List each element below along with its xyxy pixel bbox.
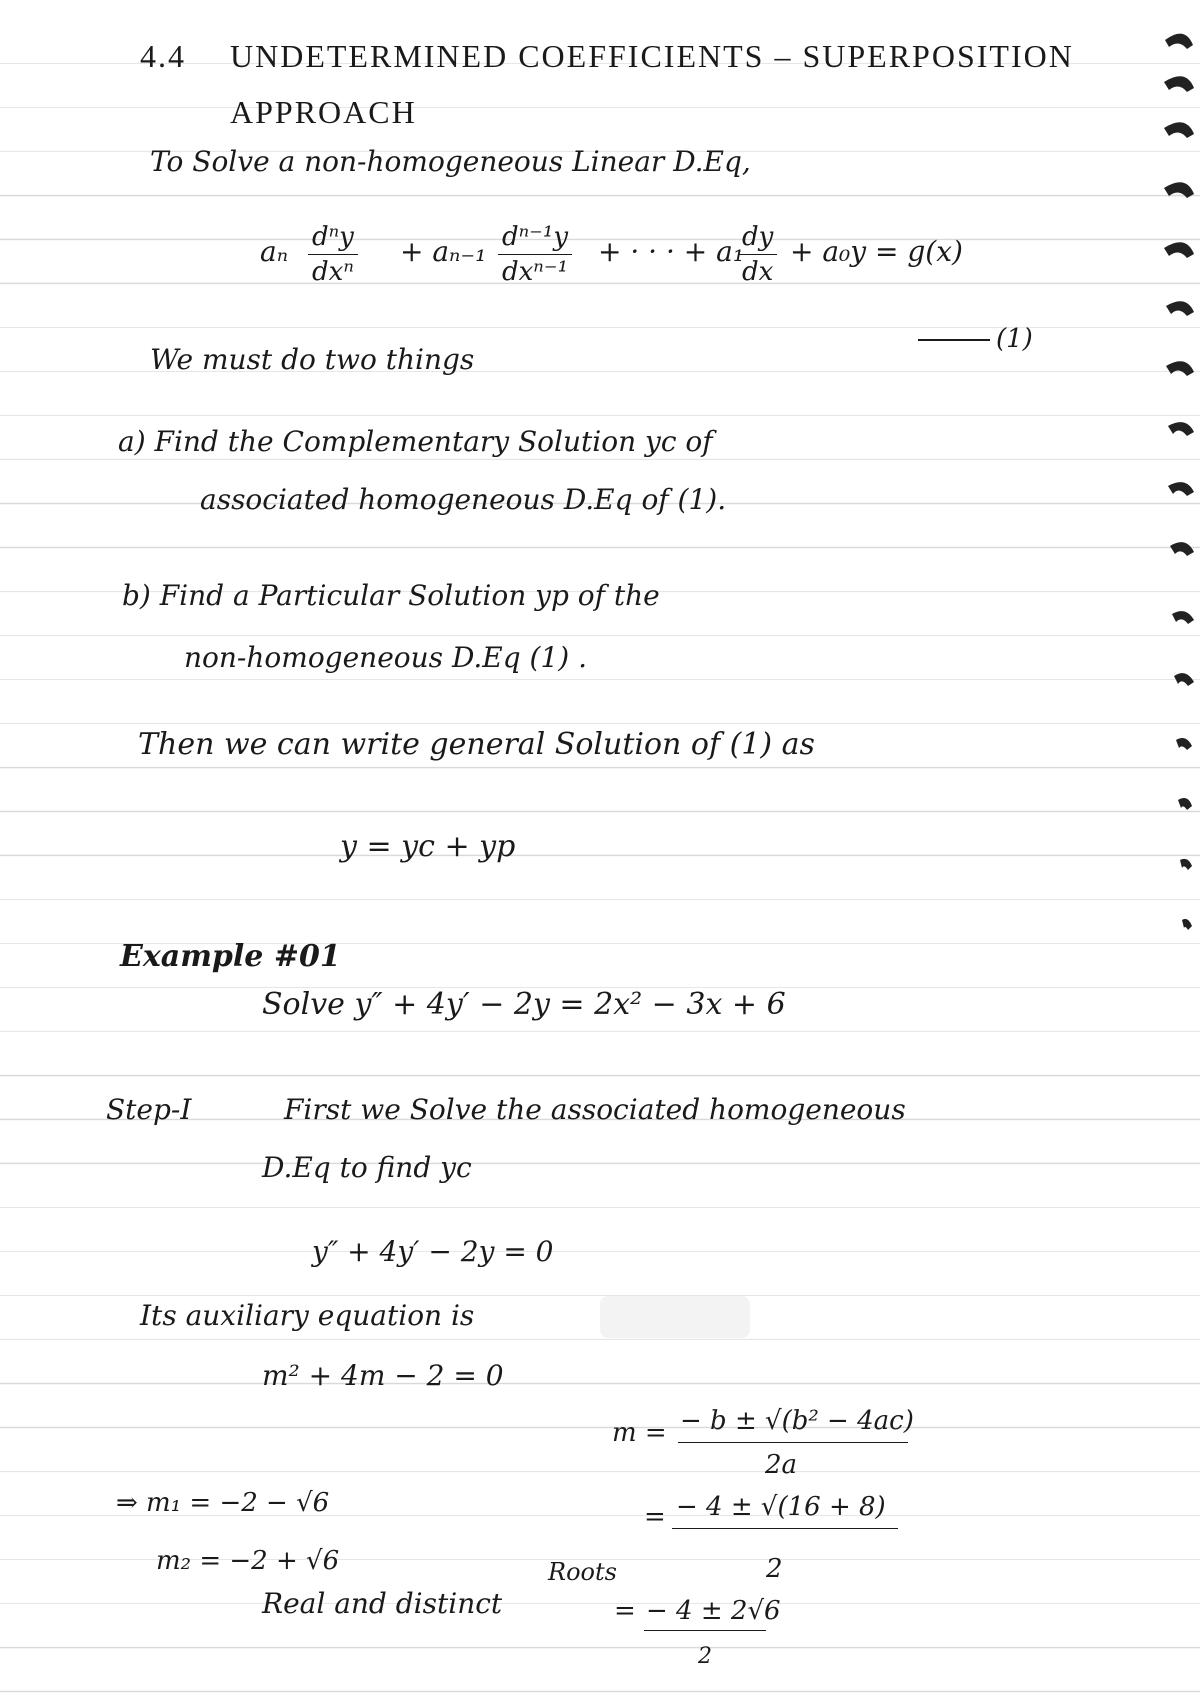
section-number: 4.4 <box>140 38 186 74</box>
quad-eq2: = <box>644 1502 666 1532</box>
roots-word: Roots <box>548 1558 617 1586</box>
eq1-frac2 <box>498 222 572 287</box>
eq1-frac2-den: dxⁿ⁻¹ <box>502 257 568 287</box>
eq1-frac3 <box>738 222 777 287</box>
eq1-frac1-den: dxⁿ <box>312 257 354 287</box>
example-problem: Solve y″ + 4y′ − 2y = 2x² − 3x + 6 <box>262 987 786 1022</box>
quad-den3: 2 <box>698 1644 712 1669</box>
eq1-frac3-num: dy <box>738 222 777 255</box>
step1-label: Step-I <box>106 1093 192 1126</box>
eraser-smudge <box>600 1296 750 1338</box>
spiral-binding <box>1080 0 1200 1698</box>
eq-label-dash <box>918 339 990 341</box>
quad-den1: 2a <box>765 1450 798 1480</box>
intro-line: To Solve a non-homogeneous Linear D.Eq, <box>150 145 751 178</box>
eq1-frac1 <box>308 222 358 287</box>
eq1-label: (1) <box>996 324 1033 354</box>
general-solution: y = yc + yp <box>340 829 516 864</box>
section-title-line2: APPROACH <box>230 94 417 130</box>
step-b-line2: non-homogeneous D.Eq (1) . <box>184 641 588 674</box>
roots-nature: Real and distinct <box>262 1587 503 1620</box>
quad-eq3: = <box>614 1596 636 1626</box>
quad-fraction-bar-3 <box>644 1630 766 1631</box>
eq1-plus1: + aₙ₋₁ <box>400 235 487 268</box>
two-things-line: We must do two things <box>150 343 475 376</box>
eq1-frac2-num: dⁿ⁻¹y <box>498 222 572 255</box>
step1-line1: First we Solve the associated homogeneous <box>284 1093 906 1126</box>
quad-den2: 2 <box>766 1554 783 1584</box>
quad-num1: − b ± √(b² − 4ac) <box>680 1406 914 1436</box>
eq1-frac3-den: dx <box>742 257 774 287</box>
quad-num3: − 4 ± 2√6 <box>646 1596 781 1626</box>
eq1-dots: + · · · + a₁ <box>598 235 745 268</box>
quad-num2: − 4 ± √(16 + 8) <box>676 1492 886 1522</box>
eq1-tail: + a₀y = g(x) <box>790 235 963 268</box>
eq1-frac1-num: dⁿy <box>308 222 358 255</box>
aux-equation: m² + 4m − 2 = 0 <box>262 1359 504 1392</box>
step1-line2: D.Eq to find yc <box>262 1151 472 1184</box>
homogeneous-eq: y″ + 4y′ − 2y = 0 <box>312 1235 554 1268</box>
step-a-line1: a) Find the Complementary Solution yc of <box>118 425 713 458</box>
quad-fraction-bar-2 <box>672 1528 898 1529</box>
eq1-an: aₙ <box>260 235 289 268</box>
step-a-line2: associated homogeneous D.Eq of (1). <box>200 483 727 516</box>
root-m2: m₂ = −2 + √6 <box>156 1546 340 1576</box>
example-heading: Example #01 <box>120 939 341 974</box>
root-m1: ⇒ m₁ = −2 − √6 <box>116 1488 330 1518</box>
aux-intro: Its auxiliary equation is <box>140 1299 475 1332</box>
quad-fraction-bar-1 <box>678 1442 908 1443</box>
then-line: Then we can write general Solution of (1) as <box>138 727 815 762</box>
section-title-line1: UNDETERMINED COEFFICIENTS – SUPERPOSITION <box>230 38 1074 74</box>
quad-m-eq: m = <box>612 1418 667 1448</box>
step-b-line1: b) Find a Particular Solution yp of the <box>122 579 660 612</box>
